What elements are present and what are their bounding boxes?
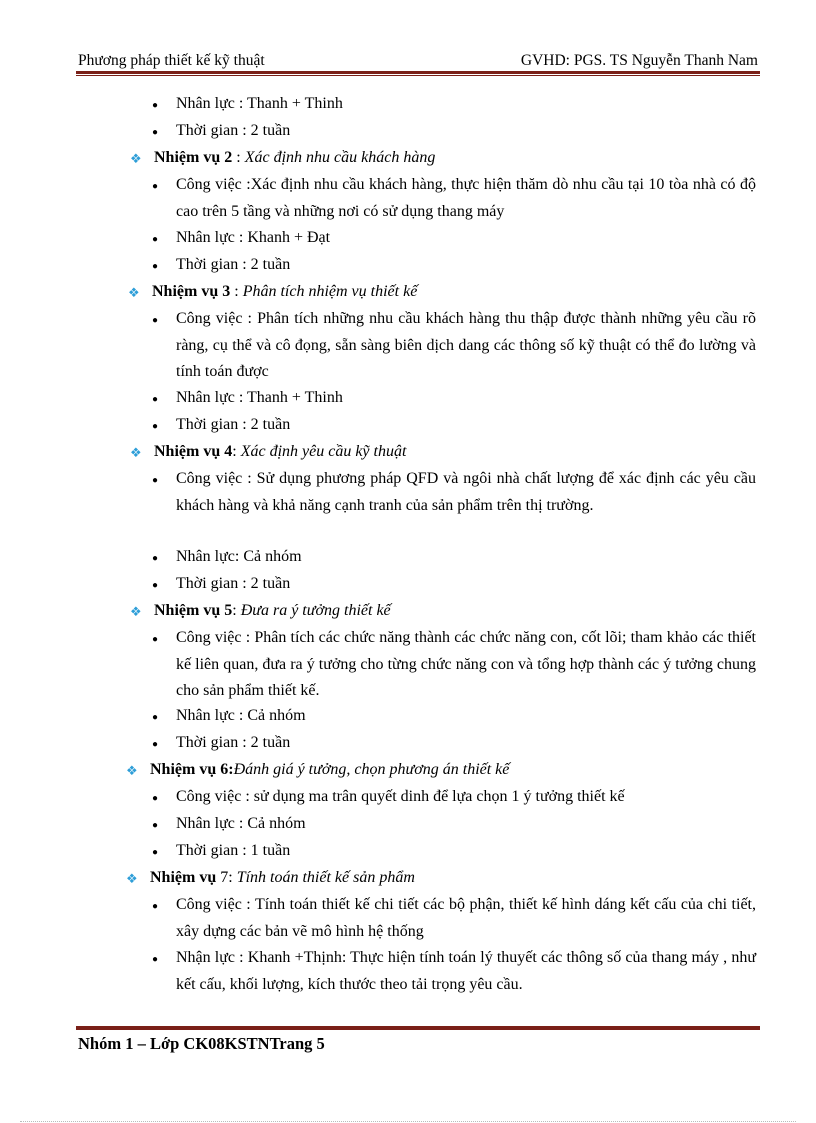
list-item: Thời gian : 2 tuần [176, 256, 291, 273]
task-heading: Nhiệm vụ 3 : Phân tích nhiệm vụ thiết kế [152, 283, 418, 300]
bullet-icon: ● [152, 553, 159, 564]
list-item: Thời gian : 2 tuần [176, 575, 291, 592]
bullet-icon: ● [152, 100, 159, 111]
header-rule [76, 71, 760, 76]
diamond-bullet-icon: ❖ [130, 151, 136, 166]
bullet-icon: ● [152, 181, 159, 192]
list-item: Công việc : Phân tích các chức năng thành các chức năng con, cốt lõi; tham khảo các thiết kế liên quan, đưa ra ý tưởng cho từng chức năng con và tổng hợp thành các ý tưởng chung cho sản phẩm thiết kế. [176, 629, 756, 699]
list-item: Nhân lực : Thanh + Thinh [176, 95, 343, 112]
page-edge-dots [20, 1121, 796, 1122]
list-item: Công việc : Sử dụng phương pháp QFD và ngôi nhà chất lượng để xác định các yêu cầu khách hàng và khả năng cạnh tranh của sản phẩm trên thị trường. [176, 470, 756, 514]
list-item: Nhân lực : Cả nhóm [176, 707, 306, 724]
list-item: Công việc : Phân tích những nhu cầu khách hàng thu thập được thành những yêu cầu rõ ràng, cụ thể và cô đọng, sẵn sàng biên dịch dang các thông số kỹ thuật có thể đo lường và tính toán được [176, 310, 756, 380]
list-item: Công việc : Tính toán thiết kế chi tiết các bộ phận, thiết kế hình dáng kết cấu của chi tiết, xây dựng các bản vẽ mô hình hệ thống [176, 896, 756, 940]
bullet-icon: ● [152, 820, 159, 831]
list-item: Nhận lực : Khanh +Thịnh: Thực hiện tính toán lý thuyết các thông số của thang máy , như kết cấu, khối lượng, kích thước theo tải trọng yêu cầu. [176, 949, 756, 993]
bullet-icon: ● [152, 261, 159, 272]
bullet-icon: ● [152, 634, 159, 645]
bullet-icon: ● [152, 712, 159, 723]
bullet-icon: ● [152, 394, 159, 405]
bullet-icon: ● [152, 793, 159, 804]
list-item: Công việc :Xác định nhu cầu khách hàng, thực hiện thăm dò nhu cầu tại 10 tòa nhà có độ cao trên 5 tầng và những nơi có sử dụng thang máy [176, 176, 756, 220]
list-item: Thời gian : 2 tuần [176, 416, 291, 433]
header-supervisor: GVHD: PGS. TS Nguyễn Thanh Nam [520, 52, 758, 69]
footer-rule [76, 1025, 760, 1030]
diamond-bullet-icon: ❖ [126, 871, 132, 886]
diamond-bullet-icon: ❖ [128, 285, 134, 300]
bullet-icon: ● [152, 739, 159, 750]
bullet-icon: ● [152, 954, 159, 965]
page-footer: Nhóm 1 – Lớp CK08KSTNTrang 5 [78, 1034, 325, 1053]
task-heading: Nhiệm vụ 7: Tính toán thiết kế sản phẩm [150, 869, 415, 886]
list-item: Nhân lực : Thanh + Thinh [176, 389, 343, 406]
list-item: Công việc : sử dụng ma trân quyết dinh để lựa chọn 1 ý tưởng thiết kế [176, 788, 625, 805]
bullet-icon: ● [152, 127, 159, 138]
list-item: Thời gian : 2 tuần [176, 734, 291, 751]
diamond-bullet-icon: ❖ [130, 445, 136, 460]
bullet-icon: ● [152, 847, 159, 858]
list-item: Thời gian : 1 tuần [176, 842, 291, 859]
diamond-bullet-icon: ❖ [126, 763, 132, 778]
list-item: Thời gian : 2 tuần [176, 122, 291, 139]
list-item: Nhân lực : Khanh + Đạt [176, 229, 331, 246]
bullet-icon: ● [152, 580, 159, 591]
task-heading: Nhiệm vụ 4: Xác định yêu cầu kỹ thuật [154, 443, 407, 460]
task-heading: Nhiệm vụ 6:Đánh giá ý tưởng, chọn phương án thiết kế [150, 761, 510, 778]
header-course-title: Phương pháp thiết kế kỹ thuật [78, 52, 265, 69]
bullet-icon: ● [152, 315, 159, 326]
task-heading: Nhiệm vụ 5: Đưa ra ý tưởng thiết kế [154, 602, 391, 619]
list-item: Nhân lực : Cả nhóm [176, 815, 306, 832]
bullet-icon: ● [152, 421, 159, 432]
list-item: Nhân lực: Cả nhóm [176, 548, 302, 565]
diamond-bullet-icon: ❖ [130, 604, 136, 619]
page-header [78, 50, 758, 70]
task-heading: Nhiệm vụ 2 : Xác định nhu cầu khách hàng [154, 149, 436, 166]
bullet-icon: ● [152, 234, 159, 245]
bullet-icon: ● [152, 901, 159, 912]
bullet-icon: ● [152, 475, 159, 486]
